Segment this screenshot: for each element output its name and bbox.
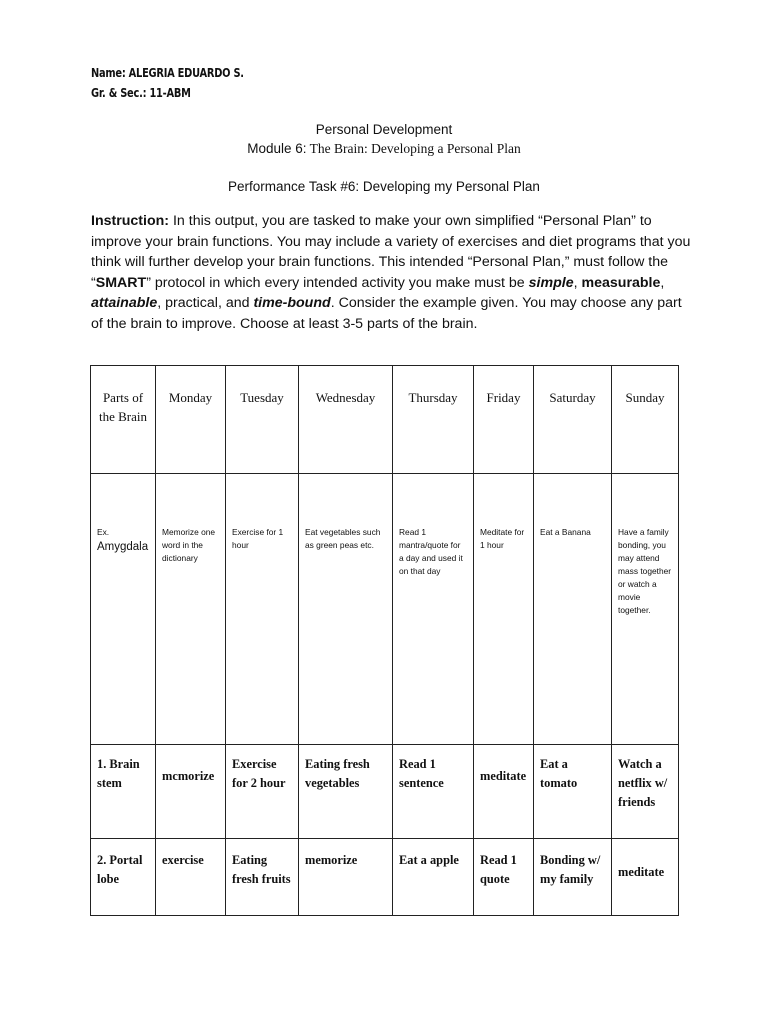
table-row [91,474,679,745]
table-cell: Eating fresh vegetables [299,745,393,839]
header-cell: Monday [156,366,226,474]
header-cell: Parts of the Brain [91,366,156,474]
instruction-text: , [660,274,665,291]
table-cell: memorize [299,839,393,916]
instruction-label: Instruction: [91,213,170,229]
task-title: Performance Task #6: Developing my Personal Plan [228,179,540,194]
table-cell: Eat a tomato [534,745,612,839]
header-cell: Sunday [612,366,679,474]
table-cell: Eating fresh fruits [226,839,299,916]
student-name: Name: ALEGRIA EDUARDO S. [91,66,244,80]
table-cell [156,745,226,839]
table-row [91,839,679,916]
brain-part-cell: 2. Portal lobe [91,839,156,916]
personal-plan-table [90,365,679,916]
table-cell: Watch a netflix w/ friends [612,745,679,839]
module-name: The Brain: Developing a Personal Plan [306,141,521,156]
cell-text: meditate [480,769,527,783]
header-cell: Wednesday [299,366,393,474]
instruction-text: , [573,274,578,291]
simple-keyword: simple [528,274,574,291]
module-prefix: Module 6: [247,141,307,156]
measurable-keyword: measurable [581,274,661,291]
subject-title: Personal Development [315,122,453,137]
cell-text: mcmorize [162,769,215,783]
table-cell: Eat vegetables such as green peas etc. [299,474,393,745]
header-cell: Tuesday [226,366,299,474]
instruction-text: In this output, you are tasked to make your own simplified “Personal Plan” to improve your brain functions. You may include a variety of exercises and diet programs that you think will further develop your brain functions. This intended “Personal Plan,” must follow the “ [91,213,691,291]
table-cell: exercise [156,839,226,916]
table-cell: Read 1 mantra/quote for a day and used it on that day [393,474,474,745]
smart-keyword: SMART [95,274,147,291]
attainable-keyword: attainable [91,295,158,311]
timebound-keyword: time-bound [253,295,331,311]
table-cell: Have a family bonding, you may attend mass together or watch a movie together. [612,474,679,745]
table-row [91,745,679,839]
table-cell: Meditate for 1 hour [474,474,534,745]
brain-part-cell: 1. Brain stem [91,745,156,839]
table-cell: Eat a apple [393,839,474,916]
table-cell: Exercise for 2 hour [226,745,299,839]
header-cell: Thursday [393,366,474,474]
table-cell: Eat a Banana [534,474,612,745]
table-header-row [91,366,679,474]
grade-section: Gr. & Sec.: 11-ABM [91,86,191,100]
header-cell: Friday [474,366,534,474]
header-cell: Saturday [534,366,612,474]
instruction-text: ” protocol in which every intended activity you make must be [146,274,529,291]
example-prefix: Ex. [97,527,110,537]
brain-part-cell [91,474,156,745]
instruction-text: . Consider the example given. You may choose any part of the brain to improve. Choose at least 3-5 parts of the brain. [91,295,682,332]
table-cell: Read 1 quote [474,839,534,916]
module-title [0,141,768,157]
instruction-text: , practical, and [157,295,254,311]
table-cell [612,839,679,916]
cell-text: meditate [618,865,665,879]
example-brain-part: Amygdala [97,541,149,553]
table-cell: Memorize one word in the dictionary [156,474,226,745]
table-cell [474,745,534,839]
table-cell: Exercise for 1 hour [226,474,299,745]
instruction-paragraph [91,211,691,334]
table-cell: Read 1 sentence [393,745,474,839]
table-cell: Bonding w/ my family [534,839,612,916]
